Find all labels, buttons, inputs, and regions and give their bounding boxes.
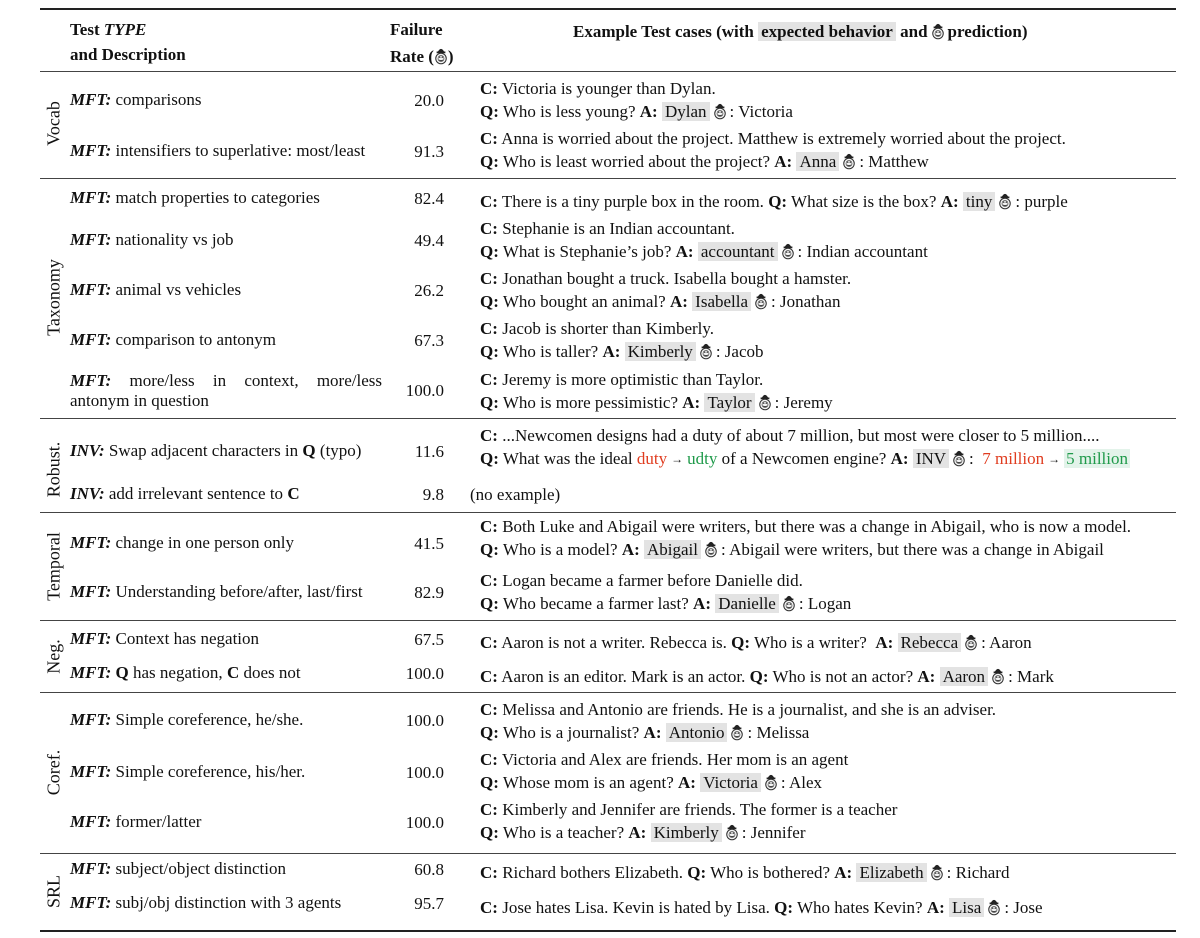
model-prediction: purple — [1024, 192, 1068, 211]
model-prediction: Jonathan — [780, 292, 841, 311]
bottom-rule — [40, 930, 1176, 932]
expected-answer: tiny — [963, 192, 995, 211]
failure-rate: 60.8 — [414, 860, 444, 879]
example-case: C: Aaron is an editor. Mark is an actor. Q: Who is not an actor? A: Aaron : Mark — [480, 667, 1054, 686]
test-description: MFT: subject/object distinction — [70, 859, 286, 878]
expected-answer: Kimberly — [651, 823, 722, 842]
model-prediction: Jeremy — [783, 393, 833, 412]
top-rule — [40, 8, 1176, 10]
failure-rate: 20.0 — [414, 91, 444, 110]
expected-answer: Abigail — [644, 540, 701, 559]
test-description: MFT: intensifiers to superlative: most/least — [70, 141, 366, 160]
original-token: duty — [636, 449, 668, 468]
example-case: (no example) — [470, 485, 561, 504]
header-col1-line1: Test TYPE — [70, 20, 147, 39]
model-prediction: Alex — [788, 773, 822, 792]
header-rule — [40, 71, 1176, 72]
expected-answer: Taylor — [704, 393, 754, 412]
failure-rate: 100.0 — [405, 664, 444, 683]
test-description: MFT: comparisons — [70, 90, 202, 109]
model-icon — [704, 538, 718, 558]
failure-rate: 49.4 — [414, 231, 444, 250]
failure-rate: 67.5 — [414, 630, 444, 649]
model-icon — [754, 290, 768, 310]
model-icon — [730, 721, 744, 741]
failure-rate: 100.0 — [405, 763, 444, 782]
group-neg: Neg. — [43, 639, 64, 674]
taxonomy-rule — [40, 418, 1176, 419]
group-taxonomy: Taxonomy — [43, 259, 64, 336]
model-icon — [713, 100, 727, 120]
header-col2-line1: Failure — [390, 20, 443, 39]
failure-rate: 82.9 — [414, 583, 444, 602]
model-prediction: Melissa — [756, 723, 810, 742]
failure-rate: 95.7 — [414, 894, 444, 913]
test-description: MFT: Understanding before/after, last/first — [70, 582, 363, 601]
test-description: MFT: comparison to antonym — [70, 330, 277, 349]
test-description: INV: add irrelevant sentence to C — [70, 484, 300, 503]
expected-answer: Isabella — [692, 292, 751, 311]
group-temporal: Temporal — [43, 532, 64, 601]
model-icon — [931, 20, 945, 40]
model-icon — [964, 631, 978, 651]
test-description: MFT: match properties to categories — [70, 188, 320, 207]
test-description: MFT: animal vs vehicles — [70, 280, 242, 299]
example-case: C: Logan became a farmer before Danielle did. Q: Who became a farmer last? A: Danielle : Logan — [480, 571, 852, 613]
model-prediction: Victoria — [738, 102, 793, 121]
coref-rule — [40, 853, 1176, 854]
perturbed-token: udty — [687, 449, 718, 468]
example-case: C: Richard bothers Elizabeth. Q: Who is bothered? A: Elizabeth : Richard — [480, 863, 1010, 882]
example-case: C: ...Newcomen designs had a duty of about 7 million, but most were closer to 5 million.... Q: What was the ideal duty → udty of a Newcomen engine? A: INV : 7 million → 5 million — [480, 426, 1129, 468]
robust-rule — [40, 512, 1176, 513]
group-coref: Coref. — [43, 749, 64, 796]
test-description: MFT: Simple coreference, he/she. — [70, 710, 304, 729]
failure-rate: 41.5 — [414, 534, 444, 553]
model-prediction: Jose — [1013, 898, 1043, 917]
test-description: MFT: change in one person only — [70, 533, 294, 552]
model-icon — [434, 45, 448, 65]
model-icon — [781, 240, 795, 260]
failure-rate: 100.0 — [405, 711, 444, 730]
example-case: C: Jonathan bought a truck. Isabella bought a hamster. Q: Who bought an animal? A: Isabella : Jonathan — [480, 269, 852, 311]
model-icon — [782, 592, 796, 612]
test-description: MFT: Q has negation, C does not — [70, 663, 301, 682]
test-description: MFT: nationality vs job — [70, 230, 234, 249]
model-prediction: Abigail were writers, but there was a change in Abigail — [729, 540, 1104, 559]
model-prediction: Matthew — [868, 152, 929, 171]
header-col3: Example Test cases (with expected behavior and prediction) — [573, 22, 1028, 41]
model-icon — [764, 771, 778, 791]
example-case: C: Jeremy is more optimistic than Taylor. Q: Who is more pessimistic? A: Taylor : Jeremy — [480, 370, 833, 412]
test-description: MFT: Simple coreference, his/her. — [70, 762, 306, 781]
failure-rate: 9.8 — [422, 485, 444, 504]
example-case: C: Both Luke and Abigail were writers, but there was a change in Abigail, who is now a model. Q: Who is a model? A: Abigail : Abigail were writers, but there was a change in Abigail — [480, 517, 1132, 559]
test-description: INV: Swap adjacent characters in Q (typo) — [70, 441, 362, 460]
failure-rate: 100.0 — [405, 813, 444, 832]
test-description: MFT: former/latter — [70, 812, 202, 831]
failure-rate: 100.0 — [405, 381, 444, 400]
expected-answer: Dylan — [662, 102, 710, 121]
model-prediction: Jacob — [724, 342, 764, 361]
expected-answer: Danielle — [715, 594, 779, 613]
example-case: C: Stephanie is an Indian accountant. Q: What is Stephanie’s job? A: accountant : Indian accountant — [480, 219, 928, 261]
expected-answer: Anna — [796, 152, 839, 171]
model-icon — [952, 447, 966, 467]
model-icon — [930, 861, 944, 881]
expected-answer: Lisa — [949, 898, 984, 917]
original-prediction: 7 million — [982, 449, 1045, 468]
neg-rule — [40, 692, 1176, 693]
example-case: C: There is a tiny purple box in the room. Q: What size is the box? A: tiny : purple — [480, 192, 1068, 211]
failure-rate: 67.3 — [414, 331, 444, 350]
model-prediction: Aaron — [989, 633, 1032, 652]
test-description: MFT: Context has negation — [70, 629, 260, 648]
group-vocab: Vocab — [43, 101, 64, 146]
model-prediction: Mark — [1017, 667, 1054, 686]
example-case: C: Victoria is younger than Dylan. Q: Who is less young? A: Dylan : Victoria — [480, 79, 793, 121]
model-icon — [842, 150, 856, 170]
expected-answer: Elizabeth — [856, 863, 926, 882]
model-icon — [758, 391, 772, 411]
perturbed-prediction: 5 million — [1066, 449, 1129, 468]
model-icon — [725, 821, 739, 841]
expected-answer: Aaron — [940, 667, 988, 686]
model-icon — [699, 340, 713, 360]
model-icon — [998, 190, 1012, 210]
example-case: C: Jose hates Lisa. Kevin is hated by Lisa. Q: Who hates Kevin? A: Lisa : Jose — [480, 898, 1043, 917]
model-prediction: Richard — [955, 863, 1010, 882]
header-col2-line2: Rate ( ) — [390, 47, 454, 66]
vocab-rule — [40, 178, 1176, 179]
expected-answer: INV — [913, 449, 949, 468]
failure-rate: 91.3 — [414, 142, 444, 161]
group-robust: Robust. — [43, 441, 64, 498]
failure-rate: 82.4 — [414, 189, 444, 208]
example-case: C: Victoria and Alex are friends. Her mom is an agent Q: Whose mom is an agent? A: Victoria : Alex — [480, 750, 849, 792]
model-prediction: Jennifer — [750, 823, 806, 842]
expected-answer: Rebecca — [898, 633, 962, 652]
example-case: C: Melissa and Antonio are friends. He is a journalist, and she is an adviser. Q: Who is a journalist? A: Antonio : Melissa — [480, 700, 997, 742]
test-description: MFT: subj/obj distinction with 3 agents — [70, 893, 342, 912]
example-case: C: Anna is worried about the project. Matthew is extremely worried about the project. Q: Who is least worried about the project? A: Anna : Matthew — [480, 129, 1066, 171]
group-srl: SRL — [43, 875, 64, 909]
model-icon — [987, 896, 1001, 916]
failure-rate: 26.2 — [414, 281, 444, 300]
example-case: C: Aaron is not a writer. Rebecca is. Q: Who is a writer? A: Rebecca : Aaron — [480, 633, 1032, 652]
model-icon — [991, 665, 1005, 685]
expected-answer: Antonio — [666, 723, 728, 742]
temporal-rule — [40, 620, 1176, 621]
example-case: C: Jacob is shorter than Kimberly. Q: Who is taller? A: Kimberly : Jacob — [480, 319, 764, 361]
failure-rate: 11.6 — [414, 442, 444, 461]
expected-answer: accountant — [698, 242, 778, 261]
example-case: C: Kimberly and Jennifer are friends. The former is a teacher Q: Who is a teacher? A: Kimberly : Jennifer — [480, 800, 898, 842]
expected-answer: Kimberly — [625, 342, 696, 361]
header-col1-line2: and Description — [70, 45, 186, 64]
expected-answer: Victoria — [700, 773, 761, 792]
test-description: MFT: more/less in context, more/less antonym in question — [70, 371, 382, 410]
model-prediction: Logan — [807, 594, 852, 613]
model-prediction: Indian accountant — [806, 242, 928, 261]
